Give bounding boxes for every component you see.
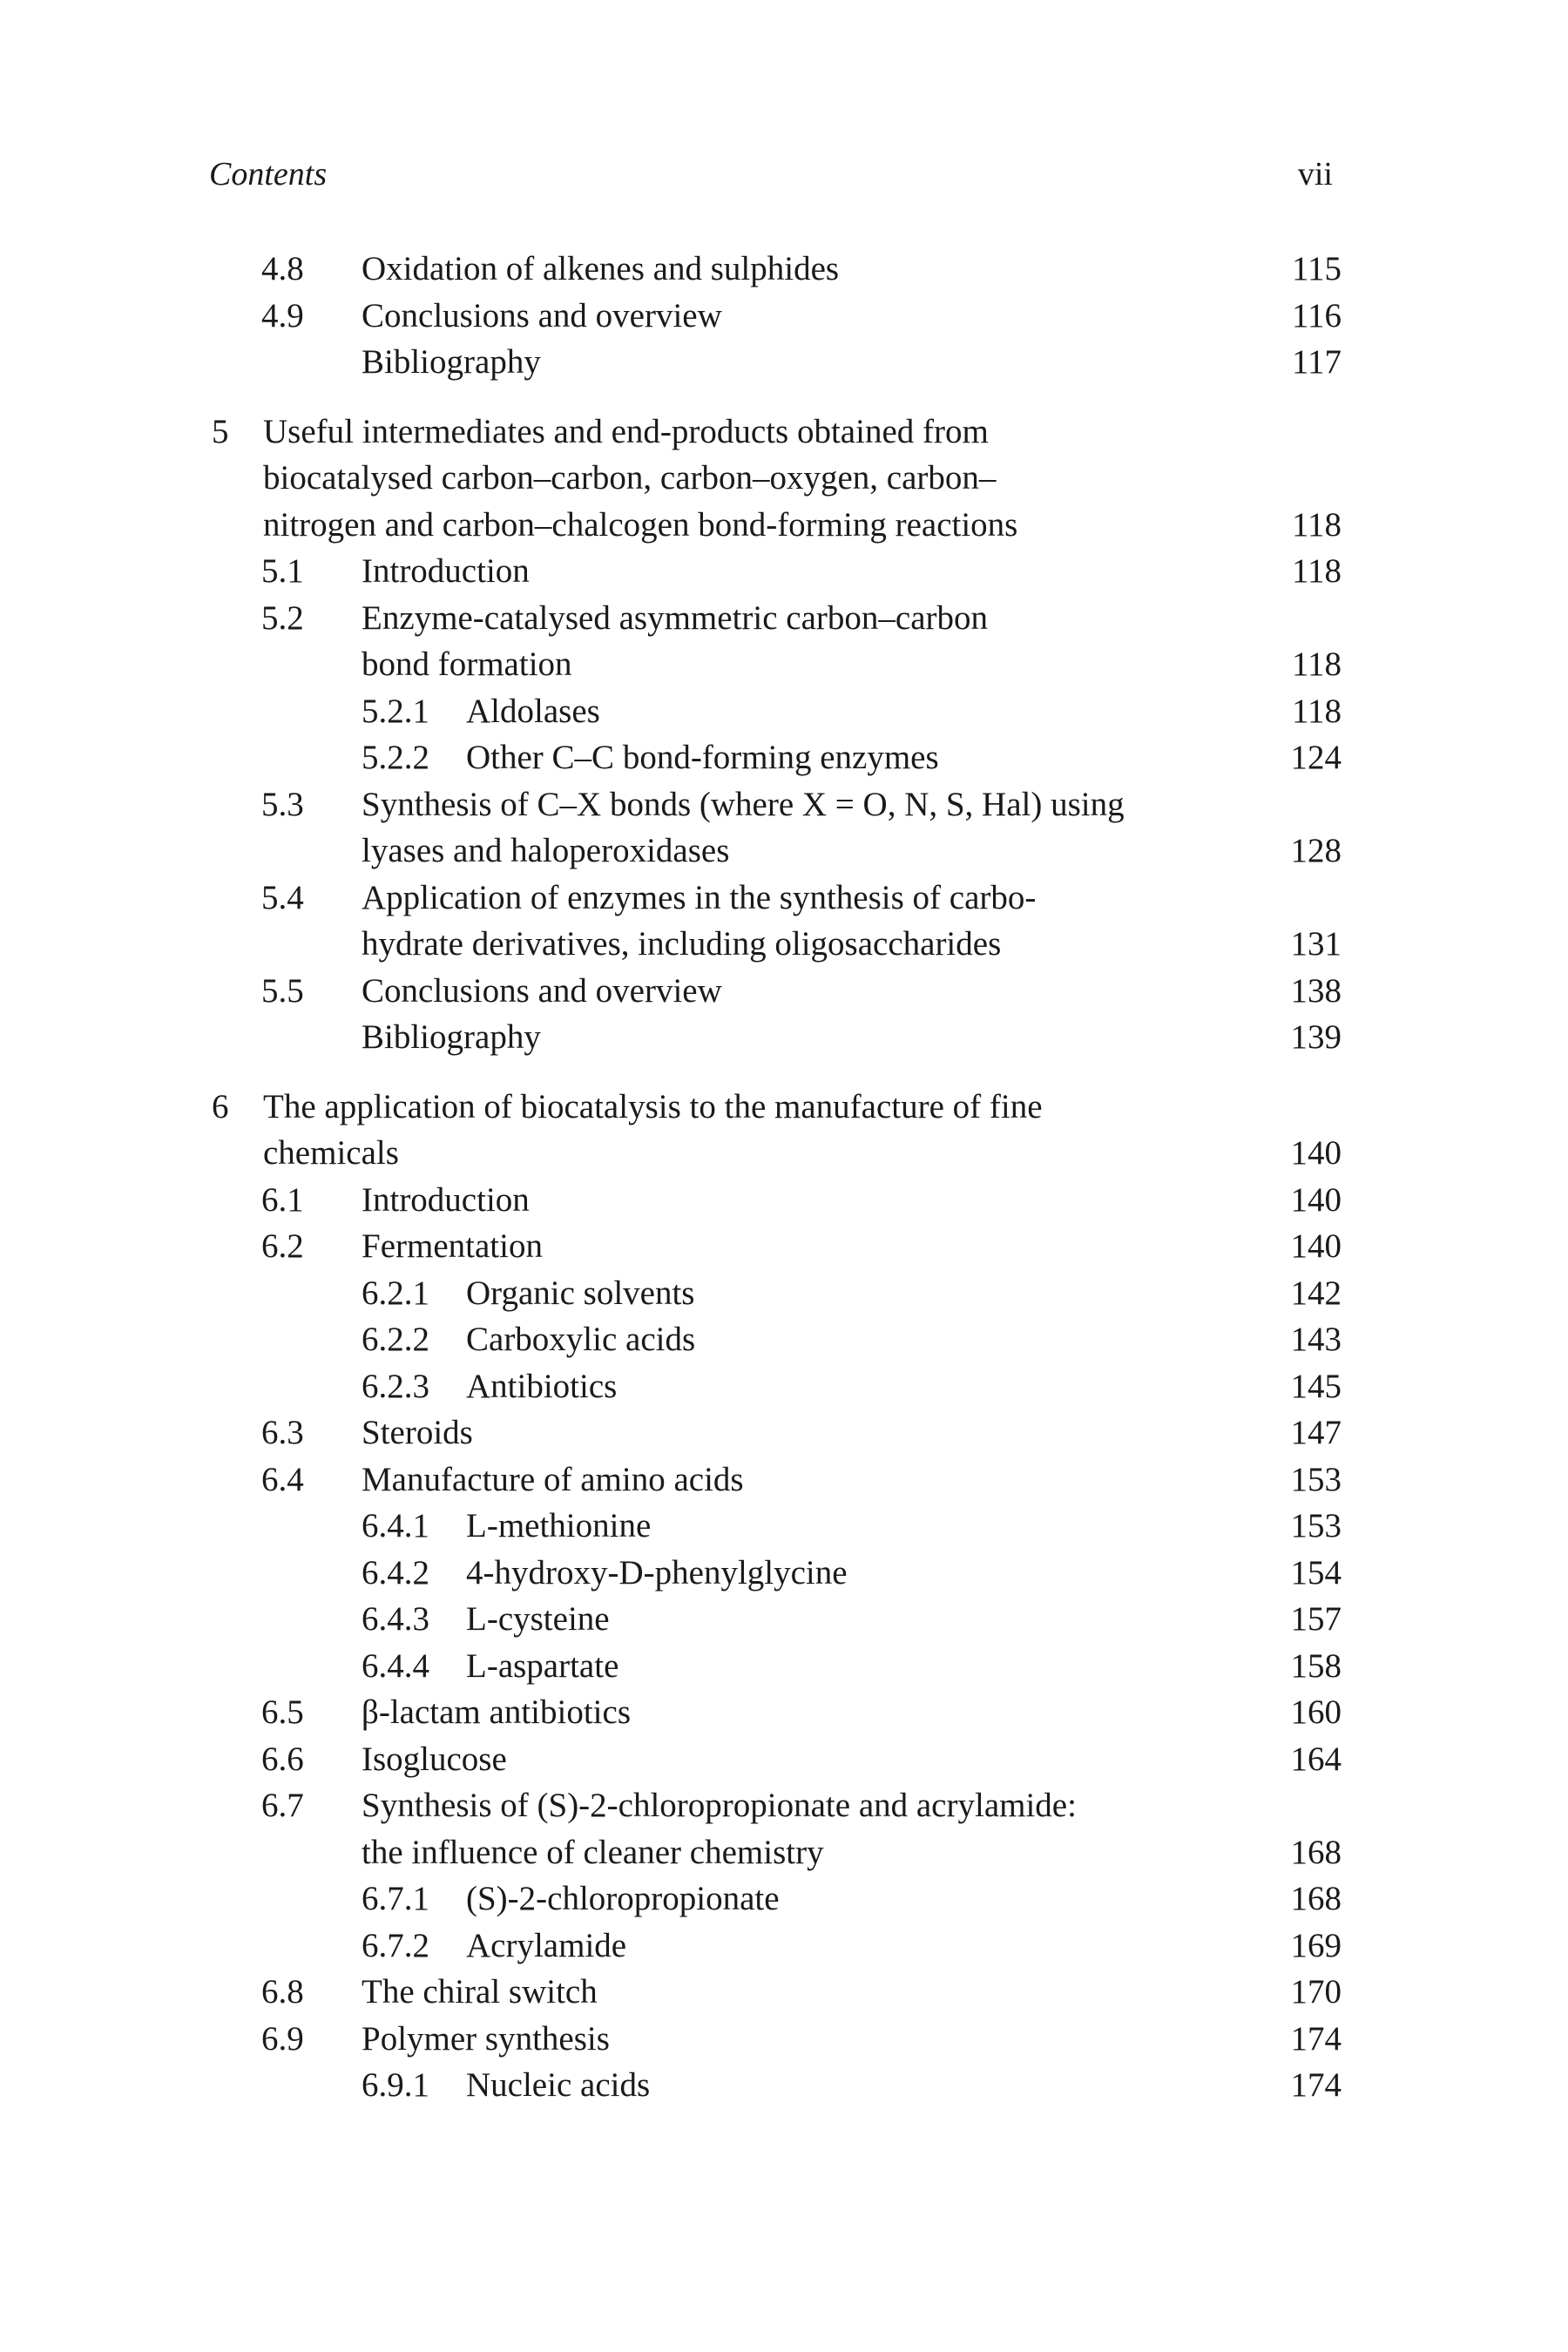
subsection-number: 6.4.4 xyxy=(362,1646,429,1685)
page-number: 154 xyxy=(1290,1553,1342,1592)
page-number: 116 xyxy=(1291,296,1342,335)
subsection-number: 6.7.1 xyxy=(362,1880,429,1917)
subsection-number: 6.9.1 xyxy=(362,2066,429,2104)
section-number: 5.2 xyxy=(261,598,304,637)
subsection-title: Carboxylic acids xyxy=(466,1321,696,1358)
page-number: 140 xyxy=(1290,1134,1342,1172)
running-head xyxy=(209,155,1333,199)
section-title-line: lyases and haloperoxidases xyxy=(362,832,730,869)
section-title-line: Enzyme-catalysed asymmetric carbon–carbon xyxy=(362,598,989,637)
toc-entry[interactable] xyxy=(0,1014,1568,1061)
chapter-number: 6 xyxy=(212,1087,229,1125)
toc-subentry[interactable] xyxy=(0,688,1568,735)
toc-chapter-entry[interactable] xyxy=(0,1084,1568,1131)
subsection-title xyxy=(466,1643,618,1690)
section-title-line: bond formation xyxy=(362,645,572,683)
subsection-title-text: -cysteine xyxy=(486,1600,610,1638)
toc-continuation xyxy=(0,1130,1568,1177)
subsection-title-text: -methionine xyxy=(486,1507,652,1544)
section-title: β-lactam antibiotics xyxy=(362,1693,631,1731)
toc-entry[interactable] xyxy=(0,968,1568,1015)
page-number: 140 xyxy=(1290,1180,1342,1219)
section-number: 6.6 xyxy=(261,1740,304,1778)
page-number: 158 xyxy=(1290,1646,1342,1685)
toc-subentry[interactable] xyxy=(0,1596,1568,1643)
toc-chapter-entry[interactable] xyxy=(0,409,1568,456)
toc-entry[interactable] xyxy=(0,1782,1568,1829)
section-title-line: the influence of cleaner chemistry xyxy=(362,1833,824,1871)
section-title: Bibliography xyxy=(362,1018,541,1056)
page-number: 128 xyxy=(1290,832,1342,869)
section-title: Introduction xyxy=(362,1180,530,1219)
chapter-title-line: nitrogen and carbon–chalcogen bond-forming reactions xyxy=(263,505,1018,544)
section-title: Conclusions and overview xyxy=(362,971,722,1010)
page-number: 160 xyxy=(1290,1693,1342,1731)
page-folio: vii xyxy=(1297,156,1333,193)
chapter-title-line: biocatalysed carbon–carbon, carbon–oxygen, carbon– xyxy=(263,459,997,497)
toc-subentry[interactable] xyxy=(0,2062,1568,2109)
toc-entry[interactable] xyxy=(0,1736,1568,1783)
toc-subentry[interactable] xyxy=(0,1643,1568,1690)
page-number: 168 xyxy=(1290,1833,1342,1871)
stereo-prefix: L xyxy=(466,1646,487,1685)
subsection-title-text: 4-hydroxy- xyxy=(466,1553,619,1592)
page-number: 174 xyxy=(1290,2019,1342,2058)
subsection-title: Antibiotics xyxy=(466,1367,618,1405)
stereo-prefix: L xyxy=(466,1507,487,1544)
section-number: 6.3 xyxy=(261,1414,304,1451)
page-number: 145 xyxy=(1290,1367,1342,1405)
section-title: Isoglucose xyxy=(362,1740,507,1778)
section-number: 6.8 xyxy=(261,1973,304,2011)
toc-subentry[interactable] xyxy=(0,1923,1568,1970)
subsection-title xyxy=(466,1550,848,1597)
toc-entry[interactable] xyxy=(0,1689,1568,1736)
section-number: 5.1 xyxy=(261,552,304,590)
page-number: 153 xyxy=(1290,1460,1342,1498)
subsection-title: (S)-2-chloropropionate xyxy=(466,1880,780,1917)
toc-continuation xyxy=(0,1829,1568,1876)
chapter-title-line: The application of biocatalysis to the manufacture of fine xyxy=(263,1087,1043,1125)
page-number: 115 xyxy=(1291,250,1342,287)
section-number: 4.9 xyxy=(261,296,304,335)
section-title-line: Synthesis of (S)-2-chloropropionate and acrylamide: xyxy=(362,1787,1077,1824)
toc-subentry[interactable] xyxy=(0,1503,1568,1550)
subsection-title: Acrylamide xyxy=(466,1926,627,1964)
section-number: 4.8 xyxy=(261,250,304,287)
page-number: 168 xyxy=(1290,1880,1342,1917)
toc-subentry[interactable] xyxy=(0,734,1568,781)
subsection-title xyxy=(466,1503,651,1550)
page-number: 174 xyxy=(1290,2066,1342,2104)
section-title-line: Application of enzymes in the synthesis of carbo- xyxy=(362,878,1037,916)
subsection-number: 6.4.2 xyxy=(362,1553,429,1592)
toc-continuation xyxy=(0,641,1568,688)
subsection-number: 6.7.2 xyxy=(362,1926,429,1964)
toc-entry[interactable] xyxy=(0,246,1568,293)
section-title: Fermentation xyxy=(362,1227,543,1265)
stereo-prefix: D xyxy=(618,1553,644,1592)
toc-continuation xyxy=(0,455,1568,502)
section-title-line: hydrate derivatives, including oligosaccharides xyxy=(362,925,1002,963)
page-number: 140 xyxy=(1290,1227,1342,1265)
subsection-number: 5.2.2 xyxy=(362,739,429,776)
stereo-prefix: L xyxy=(466,1600,487,1638)
subsection-number: 6.4.3 xyxy=(362,1600,429,1638)
page-number: 170 xyxy=(1290,1973,1342,2011)
page-number: 169 xyxy=(1290,1926,1342,1964)
toc-entry[interactable] xyxy=(0,781,1568,828)
toc-entry[interactable] xyxy=(0,1223,1568,1270)
toc-subentry[interactable] xyxy=(0,1316,1568,1363)
section-number: 6.7 xyxy=(261,1787,304,1824)
page-number: 143 xyxy=(1290,1321,1342,1358)
section-title: Steroids xyxy=(362,1414,473,1451)
toc-entry[interactable] xyxy=(0,339,1568,386)
section-number: 6.2 xyxy=(261,1227,304,1265)
page-number: 124 xyxy=(1290,739,1342,776)
subsection-title: Organic solvents xyxy=(466,1274,695,1312)
page-number: 157 xyxy=(1290,1600,1342,1638)
page-number: 118 xyxy=(1291,505,1342,544)
subsection-number: 6.2.1 xyxy=(362,1274,429,1312)
subsection-title: Other C–C bond-forming enzymes xyxy=(466,739,939,776)
subsection-number: 6.4.1 xyxy=(362,1507,429,1544)
subsection-title: Aldolases xyxy=(466,692,600,730)
subsection-title: Nucleic acids xyxy=(466,2066,651,2104)
section-title: Polymer synthesis xyxy=(362,2019,610,2058)
section-title: Manufacture of amino acids xyxy=(362,1460,744,1498)
page-number: 164 xyxy=(1290,1740,1342,1778)
section-number: 5.4 xyxy=(261,878,304,916)
toc-entry[interactable] xyxy=(0,1456,1568,1504)
toc-subentry[interactable] xyxy=(0,1270,1568,1317)
section-number: 5.3 xyxy=(261,785,304,823)
section-number: 6.4 xyxy=(261,1460,304,1498)
page-number: 142 xyxy=(1290,1274,1342,1312)
subsection-number: 5.2.1 xyxy=(362,692,429,730)
toc-entry[interactable] xyxy=(0,293,1568,340)
chapter-number: 5 xyxy=(212,412,229,450)
section-number: 6.9 xyxy=(261,2019,304,2058)
page-number: 153 xyxy=(1290,1507,1342,1544)
section-title: Conclusions and overview xyxy=(362,296,722,335)
toc-subentry[interactable] xyxy=(0,1363,1568,1410)
page-number: 118 xyxy=(1291,692,1342,730)
section-number: 6.5 xyxy=(261,1693,304,1731)
subsection-number: 6.2.3 xyxy=(362,1367,429,1405)
toc-entry[interactable] xyxy=(0,548,1568,595)
page-number: 118 xyxy=(1291,552,1342,590)
toc-entry[interactable] xyxy=(0,1409,1568,1456)
subsection-title-text: -aspartate xyxy=(486,1646,619,1685)
toc-subentry[interactable] xyxy=(0,1876,1568,1923)
toc-entry[interactable] xyxy=(0,1177,1568,1224)
page-number: 138 xyxy=(1290,971,1342,1010)
section-title: The chiral switch xyxy=(362,1973,598,2011)
toc-continuation xyxy=(0,502,1568,549)
section-number: 6.1 xyxy=(261,1180,304,1219)
chapter-title-line: chemicals xyxy=(263,1134,399,1172)
toc-subentry[interactable] xyxy=(0,1550,1568,1597)
section-title-line: Synthesis of C–X bonds (where X = O, N, S, Hal) using xyxy=(362,785,1125,823)
page-number: 147 xyxy=(1290,1414,1342,1451)
toc-entry[interactable] xyxy=(0,595,1568,642)
page-number: 131 xyxy=(1290,925,1342,963)
section-title: Oxidation of alkenes and sulphides xyxy=(362,250,840,287)
subsection-title xyxy=(466,1596,610,1643)
section-title: Introduction xyxy=(362,552,530,590)
running-title: Contents xyxy=(209,156,328,193)
toc-continuation xyxy=(0,921,1568,968)
toc-entry[interactable] xyxy=(0,2016,1568,2063)
page-number: 117 xyxy=(1291,343,1342,381)
chapter-title-line: Useful intermediates and end-products obtained from xyxy=(263,412,989,450)
subsection-number: 6.2.2 xyxy=(362,1321,429,1358)
section-number: 5.5 xyxy=(261,971,304,1010)
toc-continuation xyxy=(0,828,1568,875)
section-title: Bibliography xyxy=(362,343,541,381)
toc-entry[interactable] xyxy=(0,875,1568,922)
page-number: 139 xyxy=(1290,1018,1342,1056)
page-number: 118 xyxy=(1291,645,1342,683)
table-of-contents xyxy=(0,246,1568,2109)
subsection-title-text: -phenylglycine xyxy=(643,1553,848,1592)
toc-entry[interactable] xyxy=(0,1969,1568,2016)
